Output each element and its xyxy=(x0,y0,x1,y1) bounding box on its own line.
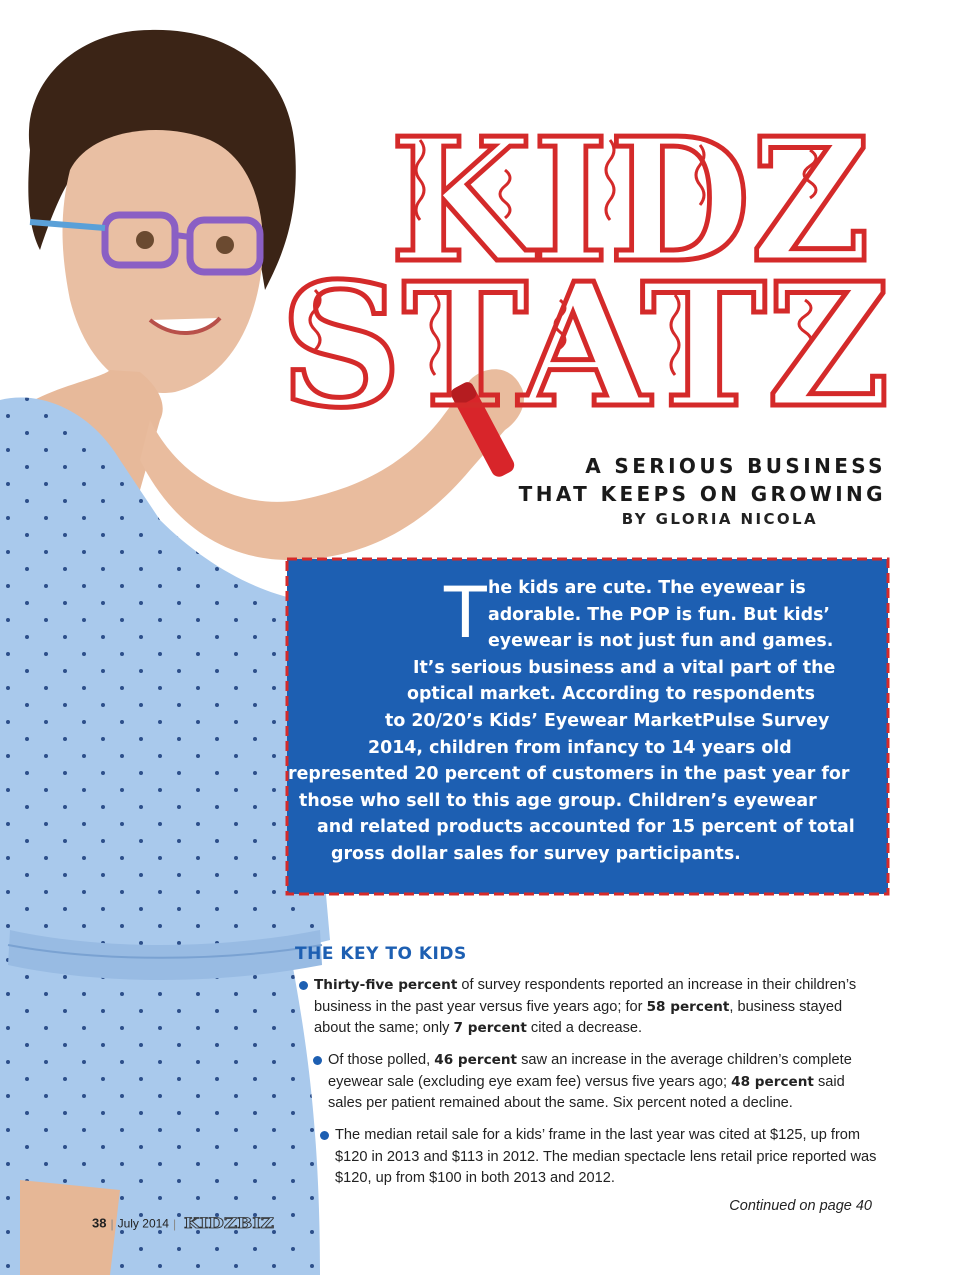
bullet-line: Of those polled, 46 percent saw an increase in the average children’s complete xyxy=(328,1052,852,1068)
bullet-line: The median retail sale for a kids’ frame in the last year was cited at $125, up from xyxy=(335,1127,861,1143)
bullet-dot xyxy=(320,1131,329,1140)
subtitle xyxy=(440,452,886,508)
bullet-line: $120 in 2013 and $113 in 2012. The median spectacle lens retail price reported was xyxy=(335,1148,877,1165)
deck-row: those who sell to this age group. Children’s eyewear xyxy=(299,790,817,811)
title-line-1: KIDZ xyxy=(390,110,870,301)
subtitle-line-1: A SERIOUS BUSINESS xyxy=(585,454,886,478)
deck-row: he kids are cute. The eyewear is xyxy=(488,578,806,598)
deck-row: represented 20 percent of customers in the past year for xyxy=(288,764,850,785)
bullet-item xyxy=(314,975,856,1040)
bullet-line: $120, up from $100 in both 2013 and 2012. xyxy=(335,1170,615,1186)
title-line-2: STATZ xyxy=(280,246,890,430)
folio: 38 | July 2014 | KIDZBIZ xyxy=(92,1215,276,1234)
bold-stat: 7 percent xyxy=(453,1020,527,1036)
bullet-dot xyxy=(299,981,308,990)
deck-row: eyewear is not just fun and games. xyxy=(488,631,834,652)
deck-dropcap: T xyxy=(444,572,487,654)
issue-date: July 2014 xyxy=(117,1216,169,1231)
bullet-dot xyxy=(313,1056,322,1065)
kidzbiz-logo-text: KIDZBIZ xyxy=(184,1216,275,1231)
page-number: 38 xyxy=(92,1215,107,1231)
bullet-line: about the same; only 7 percent cited a decrease. xyxy=(314,1020,643,1036)
deck-row: and related products accounted for 15 percent of total xyxy=(317,817,855,838)
bold-stat: 48 percent xyxy=(731,1073,814,1090)
byline: BY GLORIA NICOLA xyxy=(621,510,818,528)
deck-row: to 20/20’s Kids’ Eyewear MarketPulse Survey xyxy=(385,710,830,731)
bullet-item xyxy=(328,1050,852,1115)
kidzbiz-logo xyxy=(184,1215,276,1234)
bold-stat: 58 percent xyxy=(646,998,730,1015)
bullet-line: sales per patient remained about the same. Six percent noted a decline. xyxy=(328,1095,793,1111)
bullet-item xyxy=(335,1125,876,1190)
title-lettering xyxy=(270,110,910,430)
continued-note: Continued on page 40 xyxy=(729,1198,872,1214)
deck-row: adorable. The POP is fun. But kids’ xyxy=(488,604,831,625)
bullet-line: eyewear sale (excluding eye exam fee) versus five years ago; 48 percent said xyxy=(328,1073,845,1090)
deck-row: 2014, children from infancy to 14 years old xyxy=(368,737,792,758)
section-heading: THE KEY TO KIDS xyxy=(295,944,467,964)
deck-row: optical market. According to respondents xyxy=(407,684,816,705)
deck-text xyxy=(285,572,855,868)
bullet-line: business in the past year versus five years ago; for 58 percent, business stayed xyxy=(314,998,843,1015)
deck-row: It’s serious business and a vital part of the xyxy=(413,657,836,678)
deck-row: gross dollar sales for survey participants. xyxy=(331,843,741,864)
bold-stat: 46 percent xyxy=(434,1052,518,1068)
bullet-line: Thirty-five percent of survey respondents reported an increase in their children’s xyxy=(314,977,857,993)
bold-stat: Thirty-five percent xyxy=(314,977,458,993)
subtitle-line-2: THAT KEEPS ON GROWING xyxy=(518,482,886,506)
